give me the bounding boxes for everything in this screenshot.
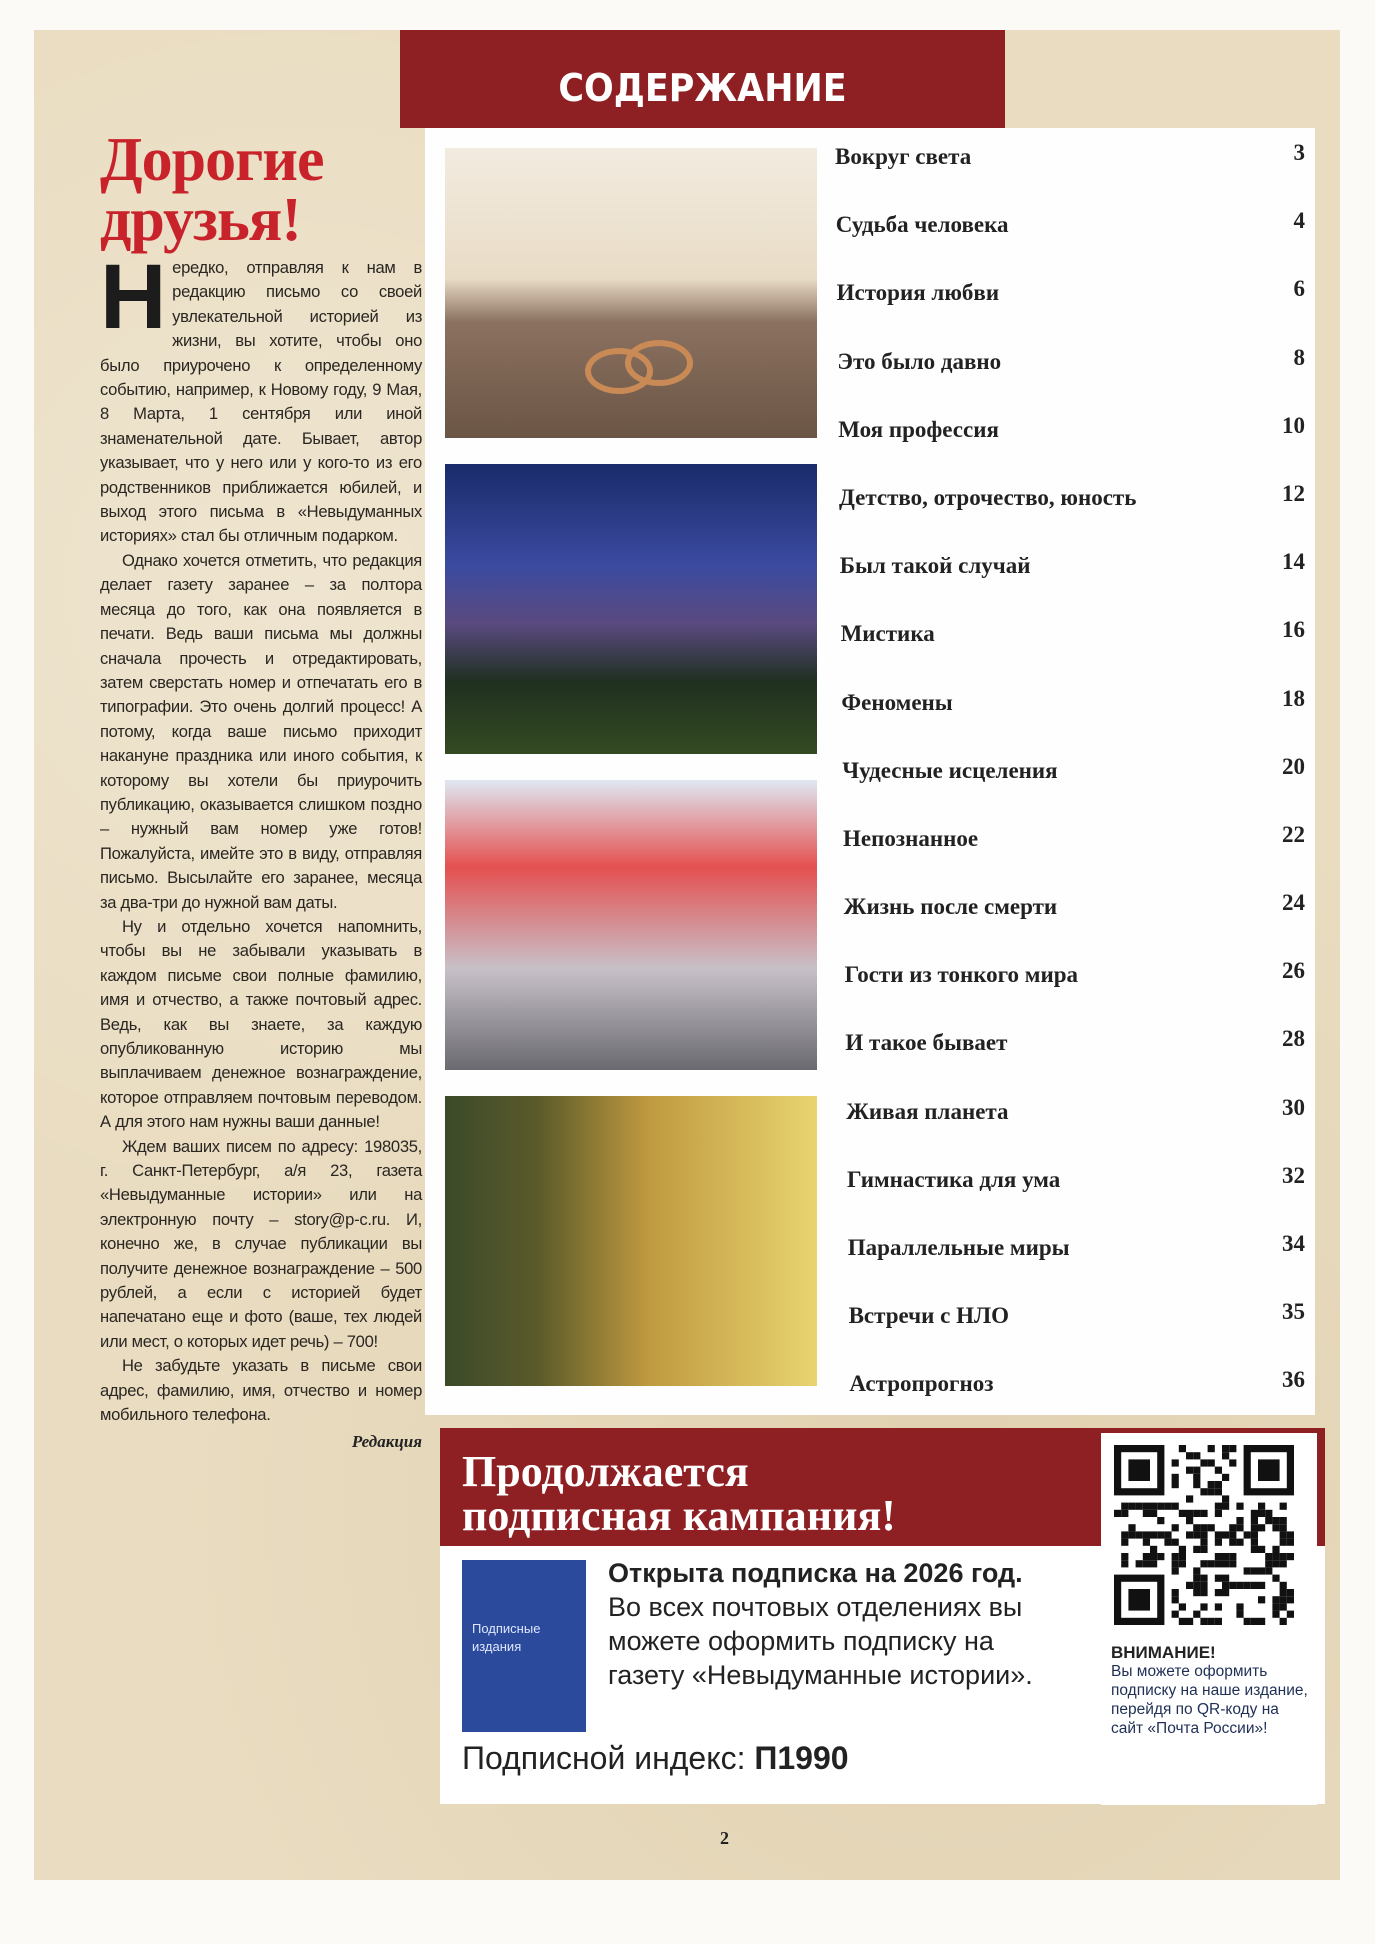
toc-item-label: Детство, отрочество, юность: [839, 484, 1137, 510]
editorial-body: [100, 246, 422, 1428]
toc-item[interactable]: [841, 609, 1305, 677]
toc-item[interactable]: [836, 200, 1305, 268]
toc-item-label: Непознанное: [843, 825, 979, 851]
lead-text: Во всех почтовых отделениях вы можете оформить подписку на газету «Невыдуманные истории».: [608, 1592, 1033, 1690]
toc-item-page: 35: [1282, 1299, 1305, 1325]
photo-roses-rings: [445, 148, 817, 438]
subscription-title: [462, 1447, 896, 1540]
toc-item-label: Был такой случай: [839, 553, 1031, 579]
toc-item[interactable]: [845, 1018, 1305, 1086]
toc-item-label: Астропрогноз: [849, 1371, 994, 1397]
toc-item-label: Жизнь после смерти: [843, 894, 1058, 920]
editorial-column: [100, 126, 422, 1452]
title-line: подписная кампания!: [462, 1491, 896, 1540]
toc-item[interactable]: [835, 132, 1305, 200]
toc-item[interactable]: [842, 746, 1305, 814]
catalog-cover: [462, 1560, 586, 1732]
qr-box: [1101, 1433, 1317, 1805]
toc-item[interactable]: [837, 268, 1305, 336]
editorial-paragraph: Ждем ваших писем по адресу: 198035, г. Санкт-Петербург, а/я 23, газета «Невыдуманные истории» или на электронную почту – story@p-c.ru. И, конечно же, в случае публикации вы получите денежное вознаграждение – 500 рублей, а если с историей будет напечатано еще и фото (ваше, тех людей или мест, о которых идет речь) – 700!: [100, 1136, 422, 1351]
subscription-index: [462, 1740, 849, 1777]
toc-item[interactable]: [837, 337, 1305, 405]
toc-header: [400, 30, 1005, 128]
editorial-title: Дорогие друзья!: [100, 126, 324, 254]
attention-title: ВНИМАНИЕ!: [1111, 1643, 1216, 1662]
toc-item-page: 20: [1282, 753, 1305, 779]
toc-item-label: История любви: [836, 280, 1000, 306]
toc-item-label: Живая планета: [846, 1098, 1009, 1124]
toc-item-page: 26: [1282, 958, 1305, 984]
toc-item-label: Моя профессия: [838, 416, 999, 442]
toc-item[interactable]: [849, 1291, 1305, 1359]
toc-item[interactable]: [846, 1087, 1305, 1155]
cover-text: Подписные издания: [472, 1621, 541, 1654]
title-line: Продолжается: [462, 1447, 749, 1496]
toc-header-title: СОДЕРЖАНИЕ: [558, 66, 847, 110]
photo-girl-starry-sky: [445, 464, 817, 754]
editorial-paragraph: Не забудьте указать в письме свои адрес, фамилию, имя, отчество и номер мобильного телефона.: [100, 1356, 422, 1425]
toc-item-page: 24: [1282, 890, 1305, 916]
toc-item-label: Гости из тонкого мира: [844, 962, 1078, 988]
toc-item-page: 4: [1293, 208, 1305, 234]
toc-item-label: И такое бывает: [845, 1030, 1008, 1056]
toc-item-page: 30: [1282, 1094, 1305, 1120]
toc-item-label: Гимнастика для ума: [847, 1166, 1061, 1192]
lead-bold: Открыта подписка на 2026 год.: [608, 1558, 1023, 1588]
toc-item[interactable]: [841, 678, 1305, 746]
toc-item-page: 16: [1282, 617, 1305, 643]
subscription-text: [608, 1556, 1038, 1692]
toc-item-page: 18: [1282, 685, 1305, 711]
toc-item[interactable]: [849, 1359, 1305, 1427]
toc-item[interactable]: [843, 814, 1305, 882]
toc-item-label: Параллельные миры: [847, 1235, 1070, 1260]
toc-item-page: 3: [1293, 140, 1305, 165]
toc-item-label: Вокруг света: [835, 144, 972, 169]
editorial-paragraph: Однако хочется отметить, что редакция делает газету заранее – за полтора месяца до того, как она появляется в печати. Ведь ваши письма мы должны сначала прочесть и отредактировать, затем сверстать номер и отпечатать его в типографии. Это очень долгий процесс! А потому, когда ваше письмо приходит накануне праздника или иного события, к которому вы хотели бы приурочить публикацию, оказывается слишком поздно – нужный вам номер уже готов! Пожалуйста, имейте это в виду, отправляя письмо. Высылайте его заранее, месяца за два-три до нужной вам даты.: [100, 550, 422, 912]
toc-item-label: Чудесные исцеления: [842, 757, 1058, 783]
toc-item[interactable]: [838, 405, 1305, 473]
editorial-paragraph: Ну и отдельно хочется напомнить, чтобы вы не забывали указывать в каждом письме свои полные фамилию, имя и отчество, а также почтовый адрес. Ведь, как вы знаете, за каждую опубликованную историю мы выплачиваем денежное вознаграждение, которое отправляем почтовым переводом. А для этого нам нужны ваши данные!: [100, 916, 422, 1132]
toc-item[interactable]: [845, 950, 1305, 1018]
paragraph-text: ередко, отправляя к нам в редакцию письмо со своей увлекательной историей из жизни, вы хотите, чтобы оно было приурочено к определенному событию, например, к Новому году, 9 Мая, 8 Марта, 1 сентября или иной знаменательной дате. Бывает, автор указывает, что у него или у кого-то из его родственников приближается юбилей, и выход этого письма в «Невыдуманных историях» стал бы отличным подарком.: [100, 258, 422, 546]
page-number: 2: [720, 1828, 729, 1848]
toc-item-page: 8: [1293, 344, 1305, 370]
photo-squirrel: [445, 1096, 817, 1386]
toc-item[interactable]: [840, 541, 1305, 609]
toc-item-label: Феномены: [841, 689, 953, 715]
toc-item[interactable]: [848, 1223, 1305, 1291]
toc-list: [835, 132, 1305, 1428]
qr-code-icon[interactable]: [1114, 1445, 1294, 1625]
toc-panel: [425, 128, 1315, 1415]
attention-text: Вы можете оформить подписку на наше издание, перейдя по QR-коду на сайт «Почта России»!: [1111, 1663, 1308, 1737]
toc-item-page: 34: [1282, 1231, 1305, 1256]
toc-item-page: 32: [1282, 1162, 1305, 1188]
toc-item-label: Встречи с НЛО: [848, 1303, 1009, 1329]
photo-red-balloons: [445, 780, 817, 1070]
toc-item-page: 12: [1282, 480, 1305, 506]
toc-item-page: 6: [1293, 276, 1305, 302]
index-label: Подписной индекс:: [462, 1740, 755, 1776]
toc-item[interactable]: [839, 473, 1305, 541]
toc-item-page: 14: [1282, 549, 1305, 575]
dropcap: Н: [100, 246, 167, 348]
attention-note: [1111, 1643, 1311, 1738]
toc-item-label: Это было давно: [837, 348, 1002, 374]
toc-item[interactable]: [847, 1155, 1305, 1223]
editorial-signature: Редакция: [351, 1431, 422, 1451]
toc-item-page: 28: [1282, 1026, 1305, 1052]
ring-shape: [625, 340, 693, 386]
index-value: П1990: [754, 1740, 849, 1776]
editorial-paragraph: [100, 246, 422, 549]
toc-item-label: Судьба человека: [835, 212, 1009, 238]
toc-item-page: 10: [1282, 412, 1305, 438]
toc-item-page: 22: [1282, 821, 1305, 847]
toc-item[interactable]: [844, 882, 1305, 950]
toc-item-label: Мистика: [840, 621, 935, 647]
toc-item-page: 36: [1282, 1367, 1305, 1393]
